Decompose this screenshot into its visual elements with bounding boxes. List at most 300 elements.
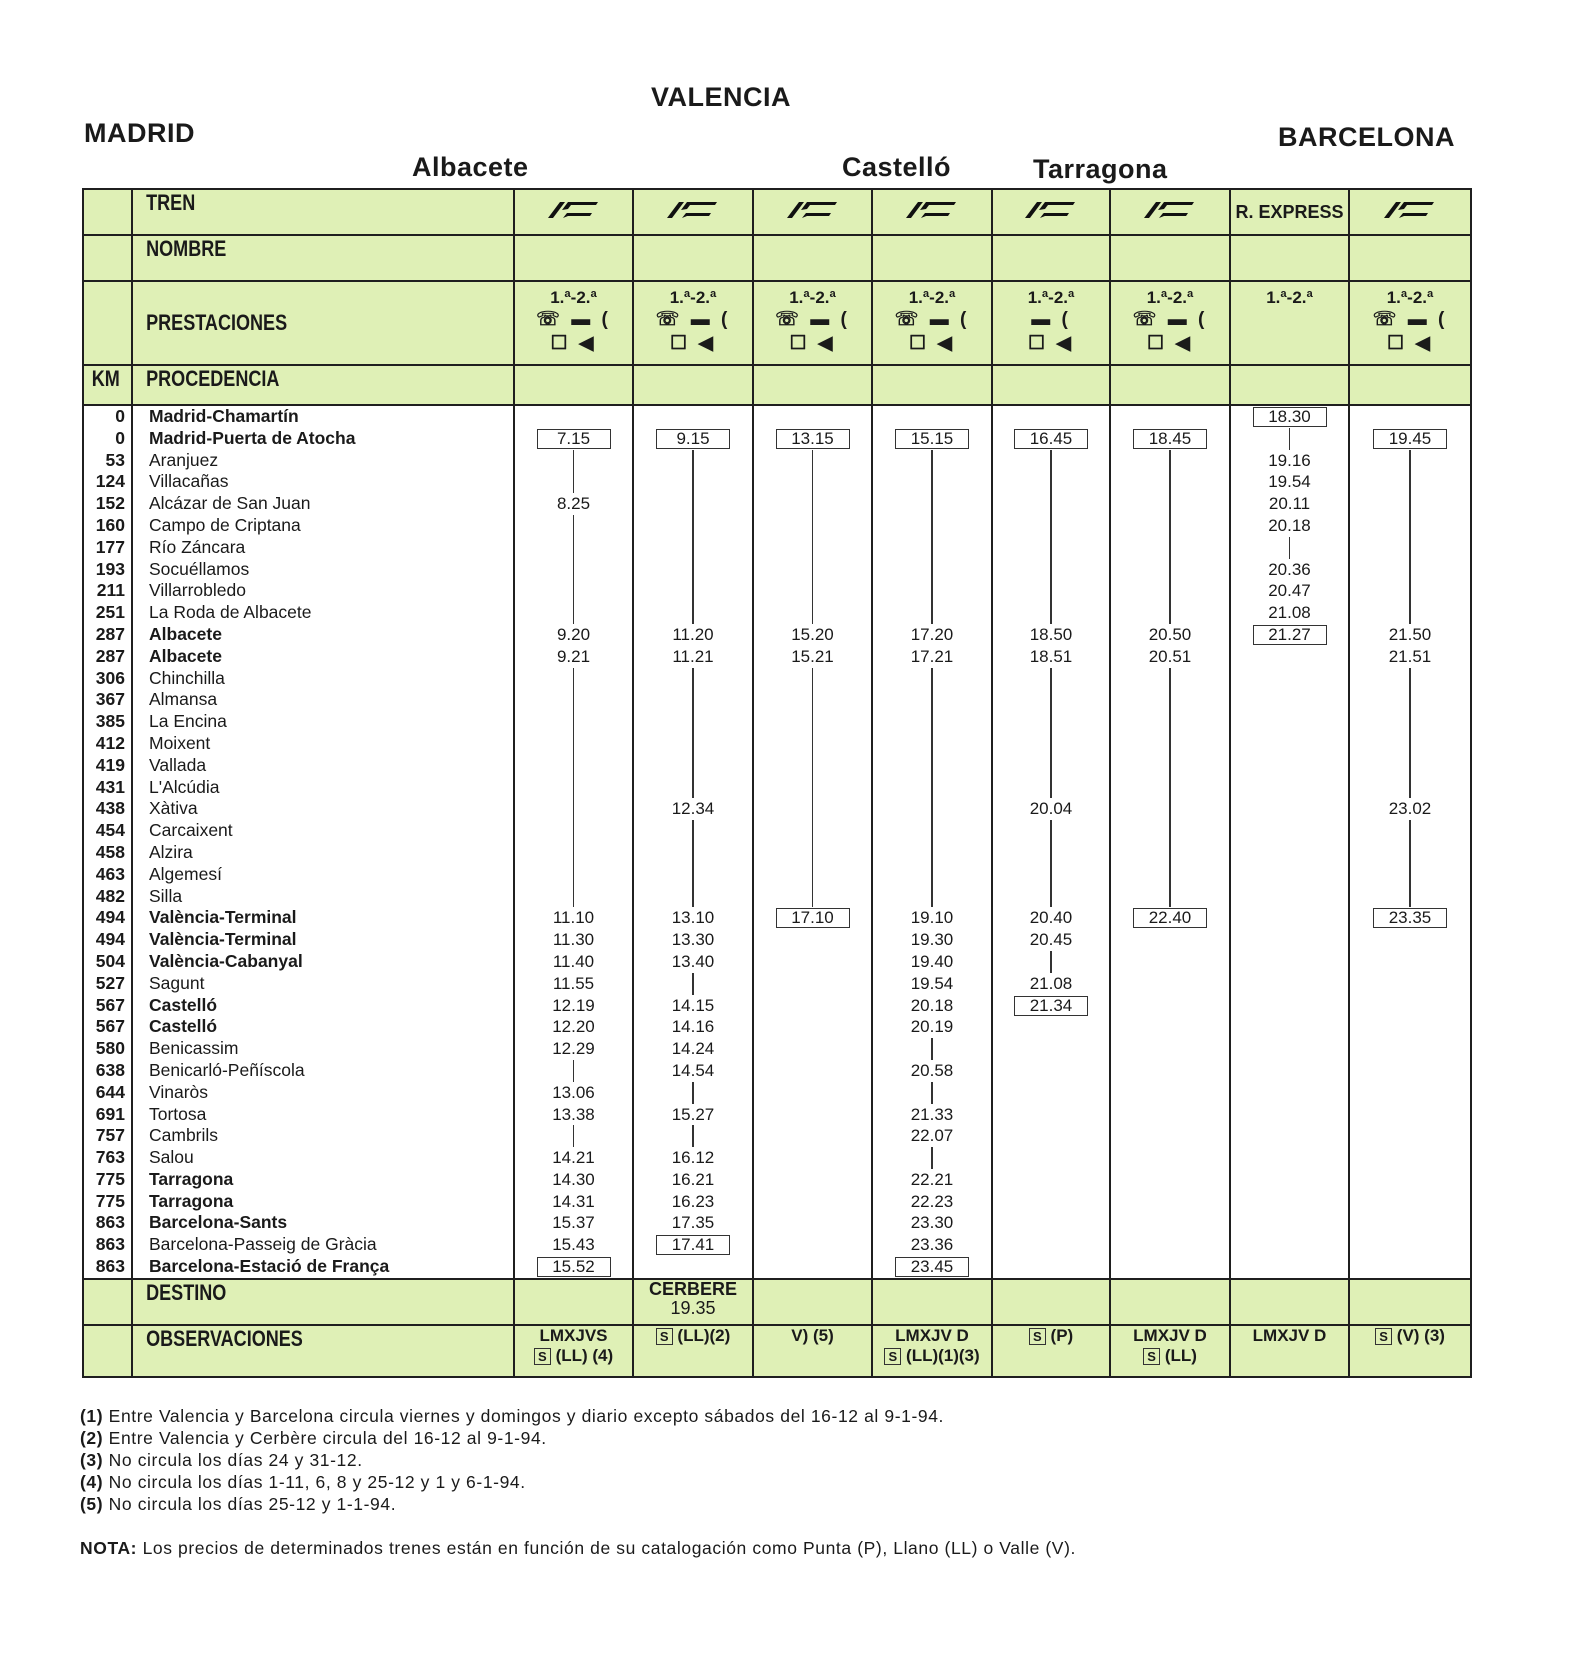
station-km: 580 (95, 1038, 125, 1059)
pass-through-line (692, 450, 694, 472)
row-observaciones (83, 1325, 1471, 1377)
pass-through-line (1169, 515, 1171, 537)
pass-through-line (931, 886, 933, 908)
station-name: Albacete (149, 623, 222, 644)
pass-through-line (931, 559, 933, 581)
station-name: Benicarló-Peñíscola (149, 1059, 305, 1080)
prestaciones-cell (872, 281, 992, 365)
services-icon: ☐ ◀ (789, 333, 836, 354)
intercity-logo-icon (1142, 200, 1198, 220)
pass-through-line (812, 777, 814, 799)
station-name: Salou (149, 1147, 194, 1168)
time-cell: 14.21 (552, 1148, 595, 1168)
station-name: La Roda de Albacete (149, 602, 312, 623)
label-destino: DESTINO (146, 1279, 227, 1305)
pass-through-line (1169, 842, 1171, 864)
footnote: (5) No circula los días 25-12 y 1-1-94. (80, 1494, 397, 1514)
pass-through-line (692, 471, 694, 493)
services-icon: ☐ ◀ (1028, 333, 1074, 354)
pass-through-line (573, 711, 575, 733)
pass-through-line (1169, 602, 1171, 624)
pass-through-line (1409, 602, 1411, 624)
pass-through-line (573, 842, 575, 864)
prestaciones-cell (1110, 281, 1230, 365)
clase-label: 1.ª-2.ª (789, 288, 836, 307)
nombre-cell (1349, 235, 1471, 281)
intercity-logo-icon (665, 200, 721, 220)
pass-through-line (692, 1125, 694, 1147)
services-icon: ☐ ◀ (1387, 333, 1433, 354)
pass-through-line (931, 842, 933, 864)
prestaciones-cell (1349, 281, 1471, 365)
time-cell: 17.20 (910, 624, 954, 644)
pass-through-line (692, 820, 694, 842)
pass-through-line (812, 864, 814, 886)
boxed-time: 15.52 (537, 1257, 611, 1277)
boxed-time: 17.41 (656, 1235, 730, 1255)
station-name: Algemesí (149, 863, 222, 884)
pass-through-line (1409, 711, 1411, 733)
pass-through-line (931, 493, 933, 515)
pass-through-line (1050, 711, 1052, 733)
label-nombre: NOMBRE (146, 236, 227, 261)
station-name: Castelló (149, 994, 218, 1015)
station-km: 757 (95, 1125, 125, 1146)
pass-through-line (1409, 842, 1411, 864)
pass-through-line (573, 733, 575, 755)
station-name: Madrid-Chamartín (149, 406, 299, 426)
time-cell: 15.37 (552, 1213, 595, 1233)
city-albacete: Albacete (412, 152, 529, 182)
pass-through-line (931, 537, 933, 559)
pass-through-line (812, 450, 814, 472)
pass-through-line (812, 493, 814, 515)
station-name: Socuéllamos (149, 558, 250, 579)
station-km: 367 (95, 689, 125, 710)
time-cell: 20.19 (910, 1017, 954, 1037)
row-stations (83, 405, 1471, 1279)
services-icon: ☏ ▬ ( (1372, 309, 1448, 330)
destino-cell (992, 1279, 1110, 1325)
station-name: Castelló (149, 1016, 218, 1037)
s-icon: S (1143, 1348, 1160, 1365)
pass-through-line (1050, 820, 1052, 842)
pass-through-line (931, 515, 933, 537)
time-cell: 15.27 (671, 1104, 715, 1124)
s-icon: S (656, 1328, 673, 1345)
time-cell: 13.40 (671, 951, 715, 971)
time-cell: 23.36 (910, 1235, 954, 1255)
train-column-4 (872, 405, 992, 1279)
pass-through-line (692, 668, 694, 690)
pass-through-line (812, 668, 814, 690)
city-madrid: MADRID (84, 118, 195, 148)
pass-through-line (812, 580, 814, 602)
pass-through-line (1169, 711, 1171, 733)
pass-through-line (1409, 755, 1411, 777)
station-name: Silla (149, 885, 183, 906)
time-cell: 21.08 (1268, 603, 1311, 623)
time-cell: 11.21 (672, 646, 714, 666)
pass-through-line (573, 450, 575, 472)
time-cell: 18.50 (1029, 624, 1073, 644)
time-cell: 16.21 (671, 1169, 715, 1189)
station-name: Vallada (149, 754, 207, 775)
pass-through-line (1169, 537, 1171, 559)
pass-through-line (1409, 580, 1411, 602)
pass-through-line (812, 820, 814, 842)
station-name: València-Cabanyal (149, 950, 303, 971)
pass-through-line (1169, 580, 1171, 602)
nota-label: NOTA: (80, 1538, 138, 1558)
observaciones-cell: LMXJV D S (LL)(1)(3) (872, 1325, 992, 1377)
pass-through-line (1169, 450, 1171, 472)
station-name: Tarragona (149, 1168, 234, 1189)
station-km: 152 (95, 493, 125, 514)
pass-through-line (812, 537, 814, 559)
observaciones-cell: V) (5) (753, 1325, 872, 1377)
pass-through-line (1169, 864, 1171, 886)
pass-through-line (573, 864, 575, 886)
time-cell: 20.58 (910, 1060, 954, 1080)
clase-label: 1.ª-2.ª (550, 288, 597, 307)
station-km: 775 (95, 1168, 125, 1189)
clase-label: 1.ª-2.ª (1266, 288, 1313, 307)
prestaciones-cell (514, 281, 633, 365)
pass-through-line (573, 886, 575, 908)
station-km: 863 (95, 1212, 125, 1233)
station-name: Alzira (149, 841, 193, 862)
time-cell: 11.30 (552, 930, 595, 950)
station-name: Aranjuez (149, 449, 219, 470)
pass-through-line (812, 515, 814, 537)
clase-label: 1.ª-2.ª (1027, 288, 1075, 307)
station-name: Barcelona-Estació de França (149, 1256, 390, 1277)
time-cell: 20.04 (1029, 799, 1073, 819)
services-icon: ☏ ▬ ( (536, 309, 611, 330)
observaciones-cell: LMXJV D S (LL) (1110, 1325, 1230, 1377)
pass-through-line (1050, 689, 1052, 711)
footnote: (2) Entre Valencia y Cerbère circula del 16-12 al 9-1-94. (80, 1428, 547, 1448)
prestaciones-cell (633, 281, 753, 365)
pass-through-line (931, 1082, 933, 1104)
station-km: 211 (96, 580, 125, 601)
time-cell: 19.40 (910, 951, 954, 971)
pass-through-line (1169, 471, 1171, 493)
train-column-7 (1230, 405, 1349, 1279)
clase-label: 1.ª-2.ª (1146, 288, 1194, 307)
city-barcelona: BARCELONA (1278, 122, 1455, 152)
prestaciones-cell (992, 281, 1110, 365)
station-name: Barcelona-Sants (149, 1212, 288, 1233)
time-cell: 20.18 (1268, 515, 1311, 535)
station-km: 527 (95, 972, 125, 993)
destino-cell (1230, 1279, 1349, 1325)
intercity-logo-icon (1023, 200, 1079, 220)
pass-through-line (573, 471, 575, 493)
city-valencia: VALENCIA (651, 82, 792, 112)
footnote: (3) No circula los días 24 y 31-12. (80, 1450, 363, 1470)
pass-through-line (1169, 886, 1171, 908)
nombre-cell (872, 235, 992, 281)
boxed-time: 16.45 (1014, 429, 1088, 449)
pass-through-line (812, 733, 814, 755)
pass-through-line (812, 689, 814, 711)
timetable (82, 188, 1472, 1378)
station-name: Villarrobledo (149, 580, 246, 601)
pass-through-line (1169, 777, 1171, 799)
pass-through-line (573, 668, 575, 690)
train-column-2 (633, 405, 753, 1279)
station-km: 431 (95, 776, 125, 797)
time-cell: 14.15 (671, 995, 715, 1015)
time-cell: 12.20 (552, 1017, 595, 1037)
s-icon: S (1029, 1328, 1046, 1345)
pass-through-line (1169, 820, 1171, 842)
pass-through-line (1169, 798, 1171, 820)
pass-through-line (931, 755, 933, 777)
city-tarragona: Tarragona (1033, 154, 1168, 184)
nombre-cell (992, 235, 1110, 281)
footnote: (4) No circula los días 1-11, 6, 8 y 25-12 y 1 y 6-1-94. (80, 1472, 526, 1492)
observaciones-cell: S (V) (3) (1349, 1325, 1471, 1377)
station-km: 863 (95, 1234, 125, 1255)
boxed-time: 23.45 (895, 1257, 969, 1277)
time-cell: 19.30 (910, 930, 954, 950)
station-km: 494 (95, 929, 125, 950)
observaciones-cell: LMXJV D (1230, 1325, 1349, 1377)
pass-through-line (1409, 668, 1411, 690)
station-km: 494 (95, 907, 125, 928)
station-name: Madrid-Puerta de Atocha (149, 427, 356, 448)
nombre-cell (753, 235, 872, 281)
nombre-cell (514, 235, 633, 281)
time-cell: 22.21 (910, 1169, 954, 1189)
nota-line (80, 1538, 1076, 1559)
pass-through-line (1050, 450, 1052, 472)
pass-through-line (1409, 450, 1411, 472)
pass-through-line (692, 864, 694, 886)
footnotes (80, 1405, 944, 1515)
intercity-logo-icon (904, 200, 960, 220)
pass-through-line (1050, 668, 1052, 690)
services-icon: ☏ ▬ ( (1132, 309, 1208, 330)
station-name: Xàtiva (149, 798, 198, 819)
time-cell: 22.23 (910, 1191, 954, 1211)
time-cell: 20.51 (1148, 646, 1192, 666)
time-cell: 19.16 (1268, 450, 1311, 470)
station-name: Benicassim (149, 1038, 239, 1059)
pass-through-line (931, 602, 933, 624)
services-icon: ☐ ◀ (550, 333, 597, 354)
station-km: 504 (95, 950, 125, 971)
label-prestaciones: PRESTACIONES (146, 310, 288, 335)
station-name: Moixent (149, 732, 211, 753)
time-cell: 14.31 (552, 1191, 595, 1211)
pass-through-line (1050, 559, 1052, 581)
time-cell: 13.06 (552, 1082, 595, 1102)
pass-through-line (931, 1038, 933, 1060)
pass-through-line (1409, 471, 1411, 493)
station-name: València-Terminal (149, 929, 297, 950)
pass-through-line (692, 537, 694, 559)
pass-through-line (573, 1060, 575, 1082)
pass-through-line (573, 602, 575, 624)
station-name: Barcelona-Passeig de Gràcia (149, 1234, 377, 1255)
pass-through-line (1409, 886, 1411, 908)
time-cell: 20.47 (1268, 581, 1311, 601)
time-cell: 14.54 (671, 1060, 715, 1080)
boxed-time: 9.15 (656, 429, 730, 449)
pass-through-line (1169, 733, 1171, 755)
pass-through-line (692, 559, 694, 581)
intercity-logo-icon (785, 200, 841, 220)
pass-through-line (1409, 537, 1411, 559)
pass-through-line (812, 711, 814, 733)
pass-through-line (1169, 755, 1171, 777)
pass-through-line (1050, 602, 1052, 624)
pass-through-line (1409, 777, 1411, 799)
services-icon: ☐ ◀ (909, 333, 955, 354)
station-name: Alcázar de San Juan (149, 493, 311, 514)
time-cell: 21.33 (910, 1104, 954, 1124)
station-km: 638 (95, 1059, 125, 1080)
pass-through-line (1289, 537, 1291, 559)
time-cell: 12.29 (552, 1039, 595, 1059)
clase-label: 1.ª-2.ª (908, 288, 956, 307)
boxed-time: 13.15 (776, 429, 850, 449)
pass-through-line (1050, 842, 1052, 864)
boxed-time: 17.10 (776, 908, 850, 928)
time-cell: 14.16 (671, 1017, 715, 1037)
pass-through-line (1050, 733, 1052, 755)
pass-through-line (812, 886, 814, 908)
station-name: Villacañas (149, 471, 229, 492)
station-km: 644 (95, 1081, 125, 1102)
pass-through-line (1050, 471, 1052, 493)
time-cell: 21.51 (1388, 646, 1432, 666)
pass-through-line (1050, 777, 1052, 799)
pass-through-line (1289, 428, 1291, 450)
pass-through-line (931, 777, 933, 799)
pass-through-line (573, 798, 575, 820)
time-cell: 12.34 (671, 799, 715, 819)
pass-through-line (1409, 493, 1411, 515)
train-column-3 (753, 405, 872, 1279)
destino-cell (514, 1279, 633, 1325)
pass-through-line (1050, 886, 1052, 908)
pass-through-line (1050, 864, 1052, 886)
pass-through-line (812, 842, 814, 864)
station-name: Tortosa (149, 1103, 207, 1124)
pass-through-line (692, 1082, 694, 1104)
pass-through-line (692, 973, 694, 995)
time-cell: 19.54 (1268, 472, 1311, 492)
nombre-cell (633, 235, 753, 281)
time-cell: 9.20 (556, 624, 591, 644)
pass-through-line (573, 777, 575, 799)
pass-through-line (1409, 864, 1411, 886)
row-tren (83, 189, 1471, 235)
pass-through-line (812, 559, 814, 581)
pass-through-line (931, 450, 933, 472)
intercity-logo-icon (1382, 200, 1438, 220)
station-name: Cambrils (149, 1125, 219, 1146)
time-cell: 19.10 (910, 908, 954, 928)
station-km: 691 (95, 1103, 125, 1124)
tren-rexpress: R. EXPRESS (1230, 189, 1349, 235)
intercity-logo-icon (546, 200, 602, 220)
station-name: Almansa (149, 689, 218, 710)
station-km: 438 (95, 798, 125, 819)
station-km: 763 (95, 1147, 125, 1168)
boxed-time: 18.45 (1133, 429, 1207, 449)
station-name: Campo de Criptana (149, 514, 301, 535)
time-cell: 8.25 (556, 494, 591, 514)
station-km: 567 (95, 1016, 125, 1037)
station-km: 463 (95, 863, 125, 884)
time-cell: 23.30 (910, 1213, 954, 1233)
pass-through-line (1169, 493, 1171, 515)
time-cell: 17.35 (671, 1213, 715, 1233)
train-column-1 (514, 405, 633, 1279)
services-icon: ☐ ◀ (670, 333, 716, 354)
time-cell: 14.24 (671, 1039, 715, 1059)
services-icon: ☏ ▬ ( (894, 309, 970, 330)
station-name: La Encina (149, 711, 227, 732)
destino-cell (872, 1279, 992, 1325)
pass-through-line (812, 798, 814, 820)
time-cell: 21.08 (1029, 973, 1073, 993)
label-procedencia: PROCEDENCIA (146, 366, 280, 391)
pass-through-line (692, 493, 694, 515)
pass-through-line (931, 864, 933, 886)
pass-through-line (1409, 689, 1411, 711)
pass-through-line (692, 842, 694, 864)
pass-through-line (692, 777, 694, 799)
nota-text: Los precios de determinados trenes están en función de su catalogación como Punta (P), Llano (LL) o Valle (V). (137, 1538, 1076, 1558)
time-cell: 21.50 (1388, 624, 1432, 644)
pass-through-line (1050, 755, 1052, 777)
destino-cell (753, 1279, 872, 1325)
observaciones-cell: S (LL)(2) (633, 1325, 753, 1377)
pass-through-line (812, 755, 814, 777)
time-cell: 17.21 (910, 646, 954, 666)
pass-through-line (692, 755, 694, 777)
pass-through-line (1050, 515, 1052, 537)
time-cell: 16.12 (671, 1148, 715, 1168)
station-km: 458 (95, 841, 125, 862)
time-cell: 23.02 (1388, 799, 1432, 819)
station-km: 53 (105, 449, 125, 470)
clase-label: 1.ª-2.ª (669, 288, 717, 307)
station-km: 863 (95, 1256, 125, 1277)
station-km: 160 (95, 514, 125, 535)
pass-through-line (573, 820, 575, 842)
s-icon: S (1375, 1328, 1392, 1345)
station-name: Albacete (149, 645, 222, 666)
time-cell: 19.54 (910, 973, 954, 993)
destino-cell (1349, 1279, 1471, 1325)
pass-through-line (812, 471, 814, 493)
boxed-time: 15.15 (895, 429, 969, 449)
station-km: 124 (95, 471, 125, 492)
pass-through-line (931, 820, 933, 842)
pass-through-line (812, 602, 814, 624)
station-km: 193 (95, 558, 125, 579)
time-cell: 13.10 (671, 908, 715, 928)
station-name: Vinaròs (149, 1081, 209, 1102)
